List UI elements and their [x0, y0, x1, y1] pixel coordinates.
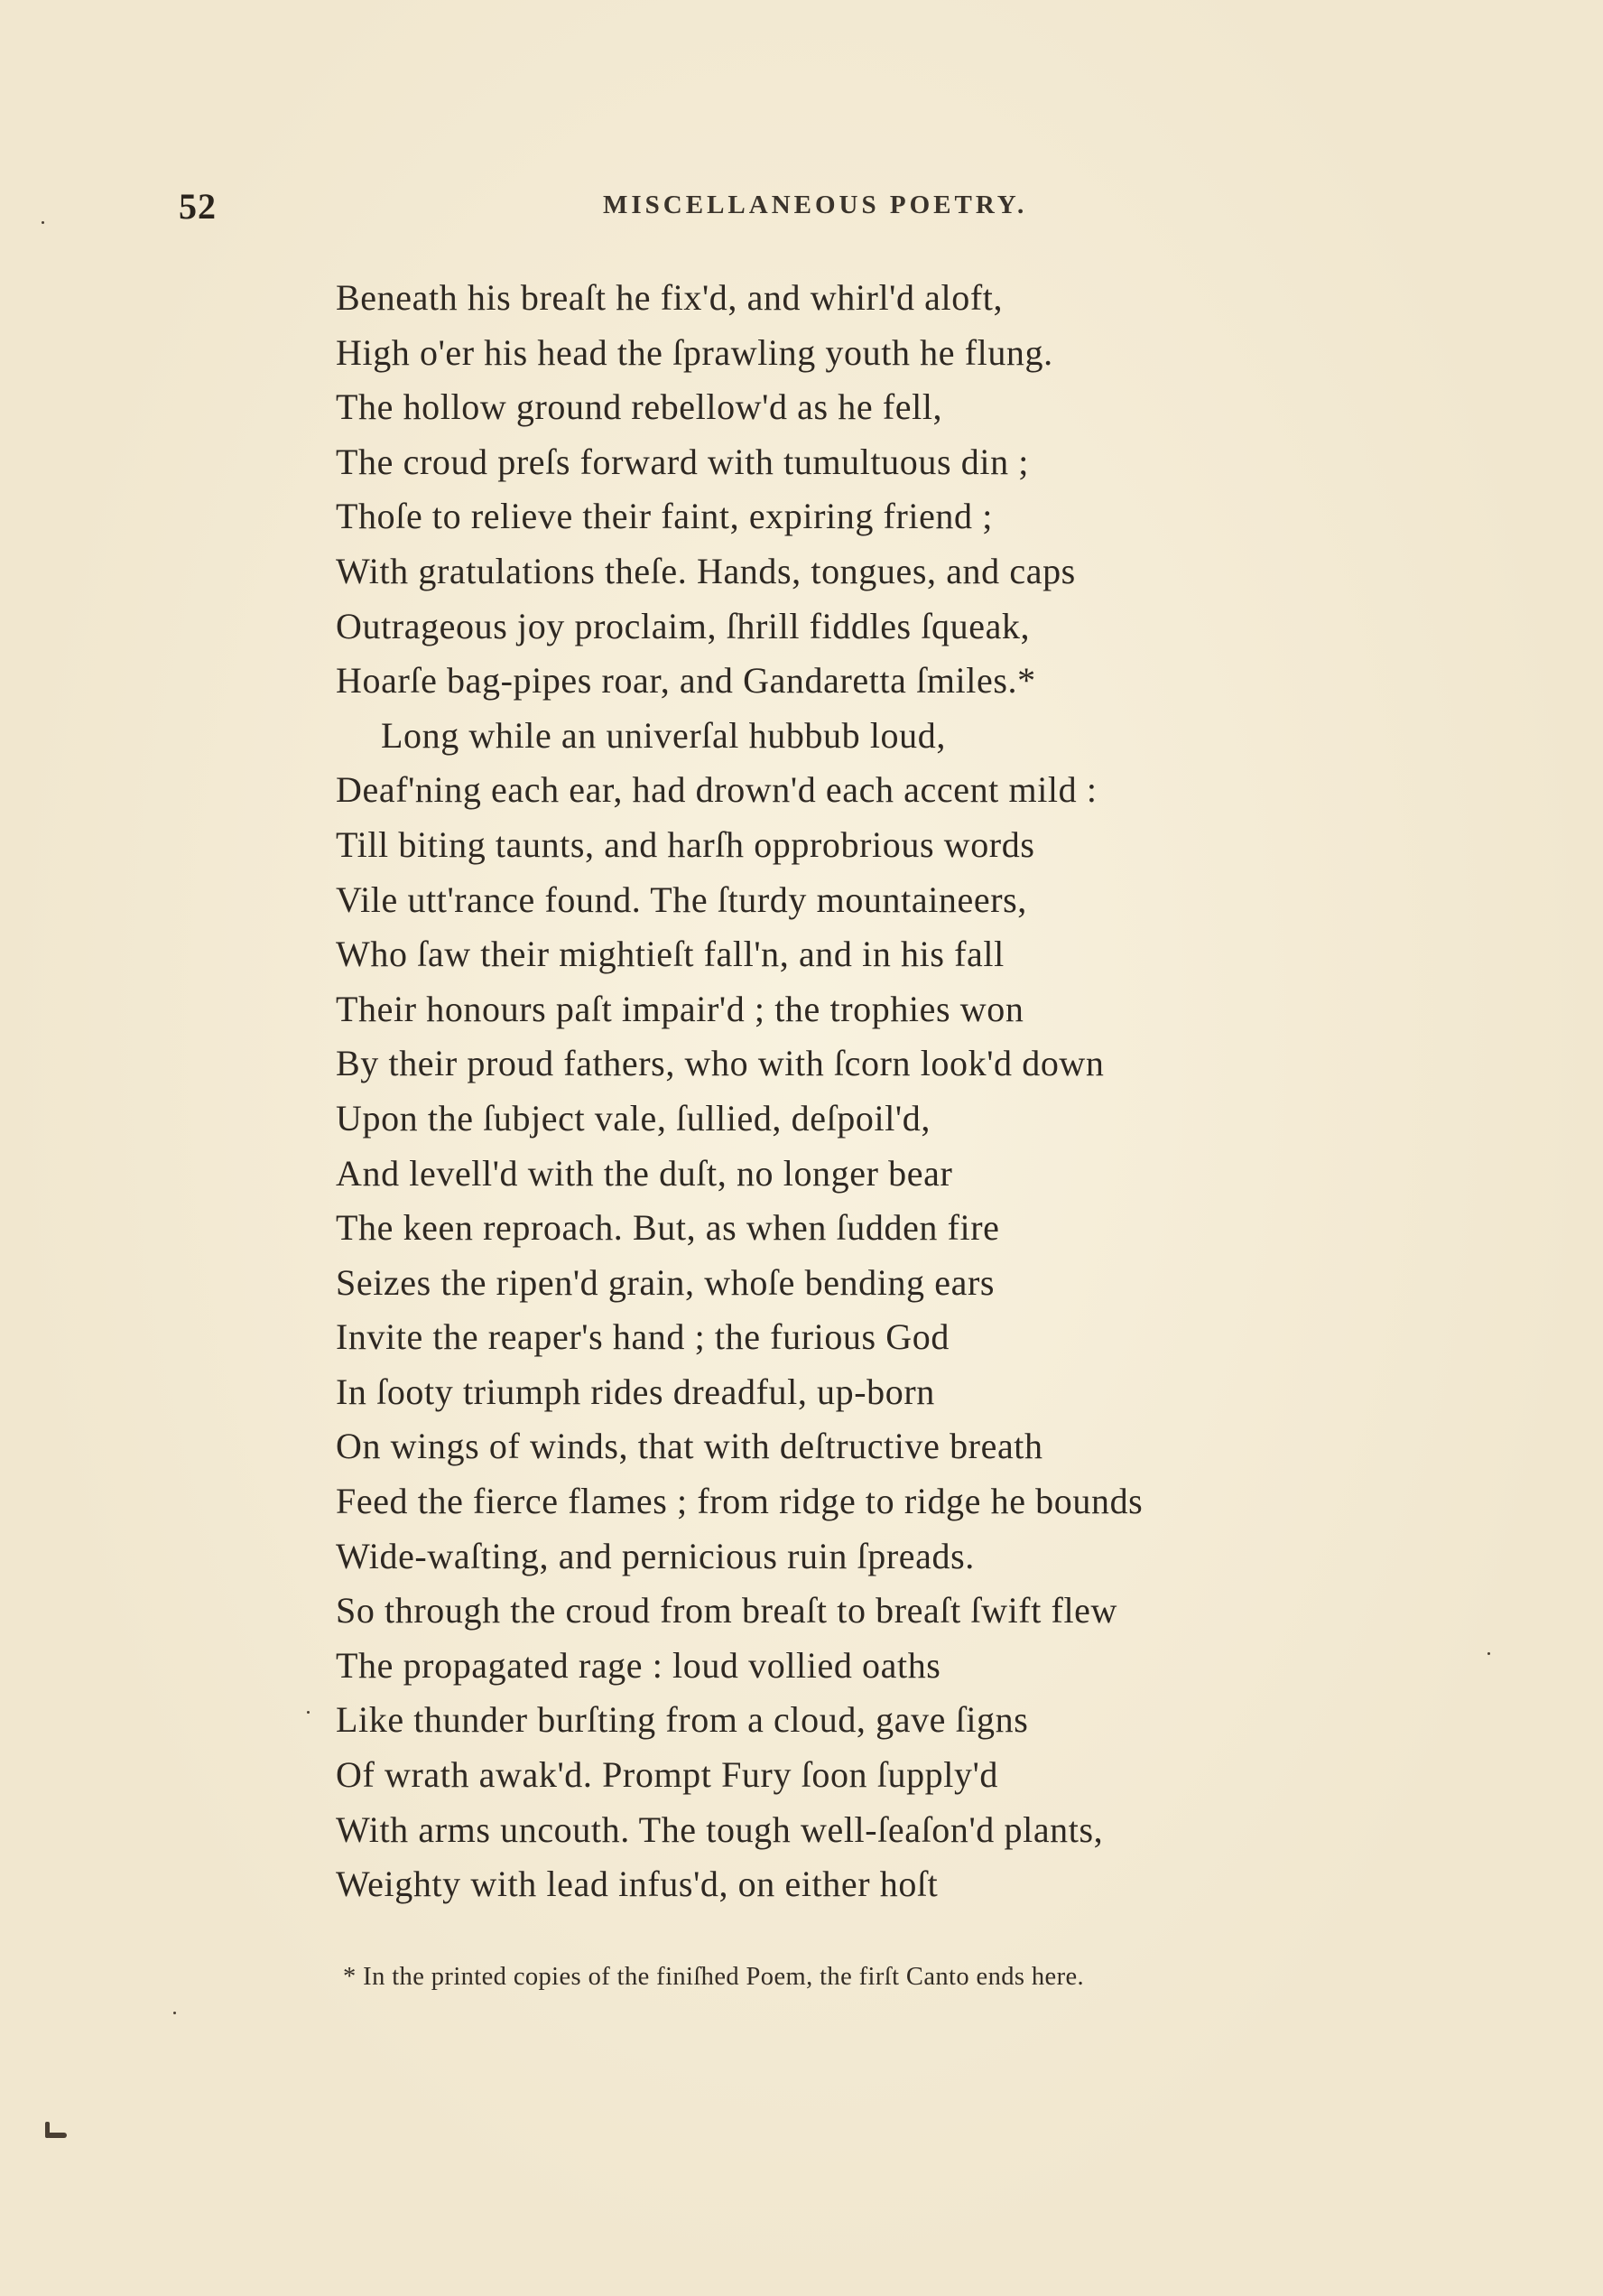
page-header [0, 185, 1603, 230]
poem-line: With arms uncouth. The tough well-ſeaſon'd plants, [336, 1808, 1104, 1850]
poem-line: By their proud fathers, who with ſcorn look'd down [336, 1043, 1105, 1084]
poem-line: The hollow ground rebellow'd as he fell, [336, 386, 943, 428]
poem-line: Deaf'ning each ear, had drown'd each accent mild : [336, 769, 1098, 811]
paper-speck [1487, 1652, 1490, 1655]
poem-line: High o'er his head the ſprawling youth he flung. [336, 331, 1053, 373]
paper-speck [47, 2133, 67, 2138]
poem-line: The propagated rage : loud vollied oaths [336, 1644, 941, 1686]
footnote: * In the printed copies of the finiſhed Poem, the firſt Canto ends here. [343, 1963, 1085, 1991]
running-title: MISCELLANEOUS POETRY. [603, 191, 1028, 219]
paper-speck [307, 1711, 310, 1714]
poem-text [336, 271, 1419, 1912]
poem-line: And levell'd with the duſt, no longer bear [336, 1152, 953, 1194]
poem-line: So through the croud from breaſt to breaſt ſwift flew [336, 1590, 1118, 1631]
poem-line: Vile utt'rance found. The ſturdy mountaineers, [336, 878, 1027, 920]
page-number: 52 [179, 186, 217, 227]
poem-line: Wide-waſting, and pernicious ruin ſpreads. [336, 1535, 975, 1576]
poem-line: Upon the ſubject vale, ſullied, deſpoil'd, [336, 1097, 931, 1139]
poem-line: Hoarſe bag-pipes roar, and Gandaretta ſmiles.* [336, 660, 1036, 702]
poem-line: Till biting taunts, and harſh opprobrious words [336, 823, 1035, 865]
poem-line: Invite the reaper's hand ; the furious God [336, 1316, 950, 1358]
paper-speck [42, 221, 44, 224]
poem-line: In ſooty triumph rides dreadful, up-born [336, 1371, 935, 1412]
poem-line: Thoſe to relieve their faint, expiring friend ; [336, 496, 993, 537]
paper-speck [45, 2122, 50, 2138]
poem-line: Their honours paſt impair'd ; the trophies won [336, 988, 1024, 1029]
poem-line: Weighty with lead infus'd, on either hoſt [336, 1864, 939, 1905]
poem-line: Outrageous joy proclaim, ſhrill fiddles ſqueak, [336, 605, 1031, 646]
poem-line: Who ſaw their mightieſt fall'n, and in his fall [336, 934, 1005, 975]
poem-line: Feed the fierce flames ; from ridge to ridge he bounds [336, 1481, 1144, 1522]
poem-line: Of wrath awak'd. Prompt Fury ſoon ſupply'd [336, 1754, 998, 1796]
poem-line: The keen reproach. But, as when ſudden fire [336, 1207, 1000, 1249]
poem-line: The croud preſs forward with tumultuous din ; [336, 441, 1029, 482]
poem-line: Beneath his breaſt he fix'd, and whirl'd aloft, [336, 277, 1004, 318]
poem-line: Seizes the ripen'd grain, whoſe bending ears [336, 1261, 996, 1303]
poem-line: Like thunder burſting from a cloud, gave ſigns [336, 1699, 1029, 1741]
paper-speck [173, 2012, 176, 2014]
poem-line: Long while an univerſal hubbub loud, [381, 714, 946, 756]
poem-line: With gratulations theſe. Hands, tongues, and caps [336, 550, 1076, 591]
poem-line: On wings of winds, that with deſtructive breath [336, 1426, 1043, 1467]
